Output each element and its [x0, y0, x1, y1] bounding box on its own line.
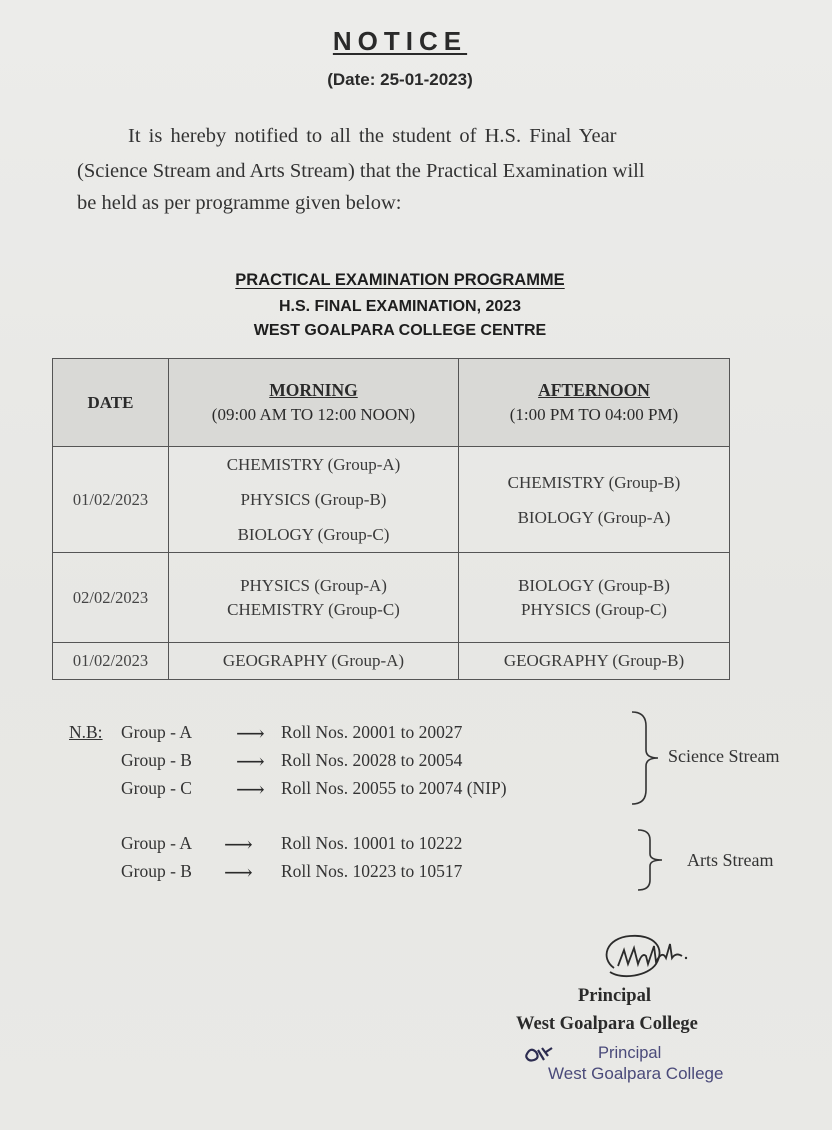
science-stream-label: Science Stream: [668, 746, 780, 766]
row-date: 02/02/2023: [53, 553, 169, 643]
notice-paragraph-line-2: (Science Stream and Arts Stream) that the Practical Examination will: [77, 160, 645, 182]
stamp-initials-icon: [522, 1040, 556, 1066]
arts-curly-brace-icon: [634, 828, 668, 892]
table-row: [53, 447, 730, 553]
subject: GEOGRAPHY (Group-B): [503, 651, 685, 670]
arts-roll-range: Roll Nos. 10223 to 10517: [281, 861, 463, 881]
subject: CHEMISTRY (Group-C): [227, 599, 400, 619]
subject: CHEMISTRY (Group-B): [507, 472, 681, 492]
programme-subtitle-centre: WEST GOALPARA COLLEGE CENTRE: [253, 322, 547, 339]
row-date: 01/02/2023: [53, 447, 169, 553]
nb-label: N.B:: [69, 722, 103, 742]
table-header-row: [53, 359, 730, 447]
arrow-right-icon: ⟶: [236, 723, 265, 745]
header-date: DATE: [53, 359, 169, 447]
arts-stream-label: Arts Stream: [687, 850, 774, 870]
row-afternoon-subjects: [459, 553, 730, 643]
stamp-college: West Goalpara College: [548, 1064, 724, 1083]
row-afternoon-subjects: [459, 447, 730, 553]
arts-group-label: Group - B: [121, 861, 192, 881]
header-afternoon-label: AFTERNOON: [538, 380, 650, 400]
science-group-label: Group - C: [121, 778, 192, 798]
row-morning-subjects: [169, 447, 459, 553]
subject: BIOLOGY (Group-A): [517, 507, 671, 527]
header-morning: [169, 359, 459, 447]
programme-subtitle-exam: H.S. FINAL EXAMINATION, 2023: [278, 298, 522, 315]
arrow-right-icon: ⟶: [224, 862, 253, 884]
notice-title: NOTICE: [332, 26, 468, 56]
signatory-title: Principal: [578, 986, 651, 1006]
notice-paragraph-line-3: be held as per programme given below:: [77, 192, 402, 214]
header-morning-time: (09:00 AM TO 12:00 NOON): [211, 405, 416, 424]
principal-signature: [596, 928, 696, 988]
subject: PHYSICS (Group-B): [240, 490, 387, 509]
table-row: [53, 643, 730, 680]
schedule-table: [52, 358, 730, 680]
arrow-right-icon: ⟶: [236, 751, 265, 773]
science-group-label: Group - A: [121, 722, 192, 742]
header-afternoon-time: (1:00 PM TO 04:00 PM): [509, 405, 679, 424]
science-curly-brace-icon: [628, 710, 664, 806]
programme-title: PRACTICAL EXAMINATION PROGRAMME: [235, 271, 565, 289]
notice-date: (Date: 25-01-2023): [327, 70, 473, 89]
row-date: 01/02/2023: [53, 643, 169, 680]
row-afternoon-subjects: [459, 643, 730, 680]
science-roll-range: Roll Nos. 20001 to 20027: [281, 722, 463, 742]
subject: PHYSICS (Group-A): [240, 575, 387, 595]
subject: BIOLOGY (Group-B): [518, 575, 670, 595]
row-morning-subjects: [169, 643, 459, 680]
arts-group-label: Group - A: [121, 833, 192, 853]
notice-paragraph-line-1: It is hereby notified to all the student of H.S. Final Year: [128, 125, 617, 147]
science-group-label: Group - B: [121, 750, 192, 770]
subject: PHYSICS (Group-C): [521, 599, 667, 619]
header-morning-label: MORNING: [269, 380, 358, 400]
science-roll-range: Roll Nos. 20055 to 20074 (NIP): [281, 778, 507, 798]
subject: BIOLOGY (Group-C): [237, 525, 390, 544]
arrow-right-icon: ⟶: [224, 834, 253, 856]
science-roll-range: Roll Nos. 20028 to 20054: [281, 750, 463, 770]
arrow-right-icon: ⟶: [236, 779, 265, 801]
subject: CHEMISTRY (Group-A): [226, 455, 401, 474]
signatory-college: West Goalpara College: [516, 1014, 698, 1034]
table-row: [53, 553, 730, 643]
arts-roll-range: Roll Nos. 10001 to 10222: [281, 833, 463, 853]
stamp-title: Principal: [598, 1044, 662, 1062]
header-afternoon: [459, 359, 730, 447]
row-morning-subjects: [169, 553, 459, 643]
subject: GEOGRAPHY (Group-A): [222, 651, 405, 670]
